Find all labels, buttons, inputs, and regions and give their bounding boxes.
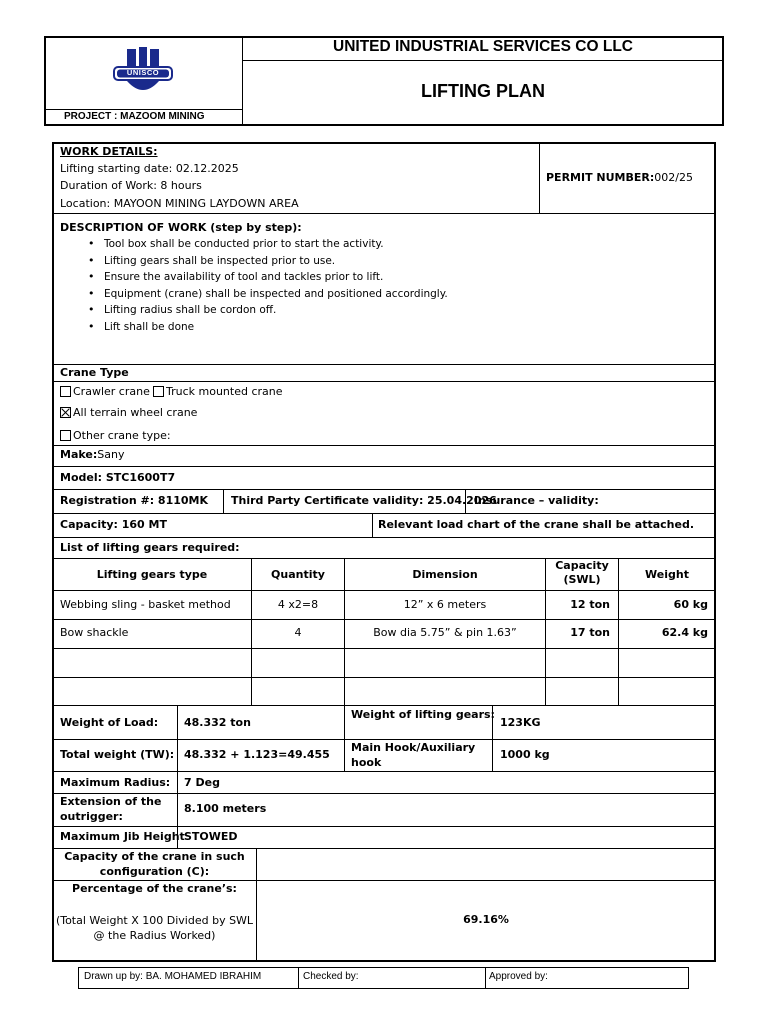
row-line <box>53 213 715 214</box>
row-line <box>53 826 715 827</box>
other-label: Other crane type: <box>73 429 171 442</box>
signoff-divider <box>298 967 299 989</box>
description-steps <box>60 236 660 336</box>
row-line <box>53 771 715 772</box>
formula-line2: @ the Radius Worked) <box>93 929 216 942</box>
description-step: • Tool box shall be conducted prior to start the activity. <box>60 236 660 253</box>
load-weight-value: 48.332 ton <box>184 716 251 729</box>
description-heading: DESCRIPTION OF WORK (step by step): <box>60 221 302 234</box>
row-line <box>53 648 715 649</box>
make-value: Sany <box>97 448 125 461</box>
max-radius-label: Maximum Radius: <box>60 776 171 789</box>
gear-row-1-cap: 12 ton <box>570 598 610 611</box>
capacity-header-line1: Capacity <box>555 559 609 572</box>
col-line <box>372 513 373 537</box>
description-step: • Lifting gears shall be inspected prior to use. <box>60 253 660 270</box>
outrigger-value: 8.100 meters <box>184 802 267 815</box>
row-line <box>53 513 715 514</box>
crane-registration: Registration #: 8110MK <box>60 494 209 507</box>
truck-label: Truck mounted crane <box>166 385 283 398</box>
permit-label: PERMIT NUMBER: <box>546 171 655 184</box>
hook-label-line2: hook <box>351 756 382 769</box>
crawler-label: Crawler crane <box>73 385 150 398</box>
crane-option-other[interactable] <box>60 429 171 442</box>
gear-weight-value: 123KG <box>500 716 541 729</box>
percentage-label: Percentage of the crane’s: <box>72 882 237 895</box>
formula-line1: (Total Weight X 100 Divided by SWL <box>55 914 254 927</box>
row-line <box>53 381 715 382</box>
checkbox-other[interactable] <box>60 430 71 441</box>
work-location: Location: MAYOON MINING LAYDOWN AREA <box>60 197 299 210</box>
row-line <box>53 537 715 538</box>
jib-height-value: STOWED <box>184 830 238 843</box>
work-duration: Duration of Work: 8 hours <box>60 179 202 192</box>
crane-capacity-config-label <box>53 850 256 879</box>
row-line <box>53 489 715 490</box>
col-header-capacity <box>546 559 618 587</box>
max-radius-value: 7 Deg <box>184 776 220 789</box>
work-details-heading: WORK DETAILS: <box>60 145 158 158</box>
row-line <box>53 677 715 678</box>
gear-row-2-cap: 17 ton <box>570 626 610 639</box>
row-line <box>53 793 715 794</box>
header-divider-horizontal <box>242 60 723 61</box>
capacity-config-line2: configuration (C): <box>99 864 210 878</box>
permit-value: 002/25 <box>654 171 693 184</box>
all-terrain-label: All terrain wheel crane <box>73 406 198 419</box>
hook-label <box>351 740 475 770</box>
row-line <box>53 619 715 620</box>
hook-label-line1: Main Hook/Auxiliary <box>351 741 476 754</box>
hook-value: 1000 kg <box>500 748 550 761</box>
crane-type-heading: Crane Type <box>60 366 129 379</box>
percentage-value: 69.16% <box>463 913 509 926</box>
gear-row-1-qty: 4 x2=8 <box>277 598 319 611</box>
checked-by: Checked by: <box>303 971 359 982</box>
percentage-formula <box>53 913 256 943</box>
crane-option-all-terrain[interactable] <box>60 406 197 419</box>
crane-option-truck[interactable] <box>153 385 283 398</box>
gears-heading: List of lifting gears required: <box>60 541 240 554</box>
crane-make <box>60 448 124 461</box>
checkbox-all-terrain-checked[interactable] <box>60 407 71 418</box>
third-party-certificate: Third Party Certificate validity: 25.04.2026 <box>231 494 497 507</box>
row-line <box>53 705 715 706</box>
make-label: Make: <box>60 448 98 461</box>
row-line <box>53 364 715 365</box>
col-header-type: Lifting gears type <box>96 568 208 581</box>
description-step: • Lift shall be done <box>60 319 660 336</box>
gear-row-2-weight: 62.4 kg <box>661 626 708 639</box>
col-line <box>539 143 540 213</box>
description-step: • Lifting radius shall be cordon off. <box>60 302 660 319</box>
crane-capacity: Capacity: 160 MT <box>60 518 167 531</box>
gear-row-2-qty: 4 <box>294 626 302 639</box>
checkbox-crawler[interactable] <box>60 386 71 397</box>
approved-by: Approved by: <box>489 971 548 982</box>
outrigger-label <box>60 795 161 824</box>
capacity-header-line2: (SWL) <box>563 573 601 586</box>
total-weight-label: Total weight (TW): <box>60 748 175 761</box>
gear-row-2-type: Bow shackle <box>60 626 129 639</box>
col-header-weight: Weight <box>645 568 689 581</box>
gear-row-2-dim: Bow dia 5.75” & pin 1.63” <box>373 626 517 639</box>
jib-height-label: Maximum Jib Height <box>60 830 185 843</box>
col-line <box>256 848 257 961</box>
gear-row-1-weight: 60 kg <box>673 598 708 611</box>
col-line <box>344 705 345 771</box>
gear-weight-label: Weight of lifting gears: <box>351 708 495 721</box>
crane-option-crawler[interactable] <box>60 385 150 398</box>
outrigger-label-line2: outrigger: <box>60 809 123 823</box>
load-chart-note: Relevant load chart of the crane shall be attached. <box>378 518 695 531</box>
lifting-start-date: Lifting starting date: 02.12.2025 <box>60 162 239 175</box>
description-step: • Equipment (crane) shall be inspected and positioned accordingly. <box>60 286 660 303</box>
load-weight-label: Weight of Load: <box>60 716 159 729</box>
document-title: LIFTING PLAN <box>421 81 545 101</box>
company-logo <box>112 47 174 99</box>
col-header-dimension: Dimension <box>412 568 478 581</box>
checkbox-truck[interactable] <box>153 386 164 397</box>
outrigger-label-line1: Extension of the <box>60 795 162 808</box>
description-step: • Ensure the availability of tool and tackles prior to lift. <box>60 269 660 286</box>
gear-row-1-dim: 12” x 6 meters <box>403 598 487 611</box>
col-line <box>223 489 224 513</box>
total-weight-value: 48.332 + 1.123=49.455 <box>184 748 330 761</box>
gear-row-1-type: Webbing sling - basket method <box>60 598 231 611</box>
row-line <box>53 880 715 881</box>
drawn-up-by: Drawn up by: BA. MOHAMED IBRAHIM <box>84 971 262 982</box>
project-name: PROJECT : MAZOOM MINING <box>64 111 205 122</box>
row-line <box>53 590 715 591</box>
row-line <box>53 466 715 467</box>
crane-model: Model: STC1600T7 <box>60 471 176 484</box>
col-header-quantity: Quantity <box>271 568 325 581</box>
logo-text: UNISCO <box>126 68 160 77</box>
company-name: UNITED INDUSTRIAL SERVICES CO LLC <box>333 38 633 55</box>
capacity-config-line1: Capacity of the crane in such <box>64 850 245 863</box>
signoff-divider <box>485 967 486 989</box>
row-line <box>53 848 715 849</box>
insurance-validity: Insurance – validity: <box>474 494 599 507</box>
col-line <box>177 705 178 848</box>
permit-number <box>546 171 693 184</box>
row-line <box>53 445 715 446</box>
project-divider <box>45 109 242 110</box>
